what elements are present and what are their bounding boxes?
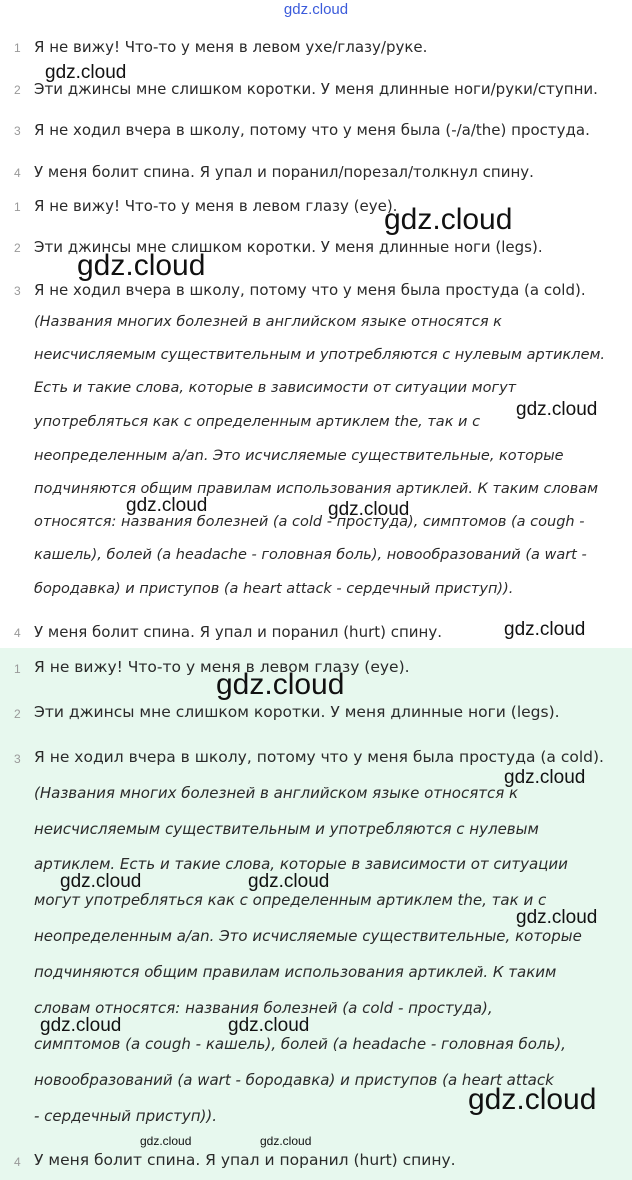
note-line: словам относятся: названия болезней (a cold - простуда), <box>34 999 493 1017</box>
item-text: Эти джинсы мне слишком коротки. У меня длинные ноги/руки/ступни. <box>34 80 598 98</box>
watermark: gdz.cloud <box>516 399 598 420</box>
watermark: gdz.cloud <box>248 871 330 892</box>
item-text: У меня болит спина. Я упал и поранил (hurt) спину. <box>34 1151 456 1169</box>
note-line: неопределенным a/an. Это исчисляемые существительные, которые <box>34 448 564 464</box>
watermark: gdz.cloud <box>468 1083 597 1116</box>
item-text: Я не ходил вчера в школу, потому что у меня была (-/a/the) простуда. <box>34 121 590 139</box>
watermark: gdz.cloud <box>328 499 410 520</box>
item-text: Эти джинсы мне слишком коротки. У меня длинные ноги (legs). <box>34 703 560 721</box>
item-number: 3 <box>14 124 21 138</box>
watermark: gdz.cloud <box>260 1134 312 1148</box>
watermark: gdz.cloud <box>504 619 586 640</box>
note-line: употребляться как с определенным артиклем the, так и с <box>34 414 481 430</box>
note-line: подчиняются общим правилам использования артиклей. К таким <box>34 963 557 981</box>
watermark: gdz.cloud <box>40 1015 122 1036</box>
item-text: Я не вижу! Что-то у меня в левом глазу (eye). <box>34 197 398 215</box>
item-text: Я не вижу! Что-то у меня в левом глазу (eye). <box>34 658 410 676</box>
item-number: 4 <box>14 626 21 640</box>
note-line: неопределенным a/an. Это исчисляемые существительные, которые <box>34 927 582 945</box>
note-line: неисчисляемым существительным и употребляются с нулевым <box>34 820 539 838</box>
watermark: gdz.cloud <box>384 203 513 236</box>
item-number: 1 <box>14 41 21 55</box>
note-line: относятся: названия болезней (a cold - простуда), симптомов (a cough - <box>34 514 585 530</box>
note-line: бородавка) и приступов (a heart attack - сердечный приступ)). <box>34 581 514 597</box>
item-text: Я не ходил вчера в школу, потому что у меня была простуда (a cold). <box>34 281 586 299</box>
watermark: gdz.cloud <box>216 668 345 701</box>
note-line: могут употребляться как с определенным артиклем the, так и с <box>34 891 547 909</box>
watermark: gdz.cloud <box>516 907 598 928</box>
item-number: 1 <box>14 200 21 214</box>
note-line: неисчисляемым существительным и употребляются с нулевым артиклем. <box>34 347 606 363</box>
item-text: У меня болит спина. Я упал и поранил (hurt) спину. <box>34 623 442 641</box>
item-number: 3 <box>14 284 21 298</box>
item-number: 3 <box>14 752 21 766</box>
item-number: 2 <box>14 83 21 97</box>
note-line: (Названия многих болезней в английском языке относятся к <box>34 314 502 330</box>
item-number: 2 <box>14 707 21 721</box>
note-line: Есть и такие слова, которые в зависимости от ситуации могут <box>34 380 517 396</box>
watermark: gdz.cloud <box>126 495 208 516</box>
note-line: подчиняются общим правилам использования артиклей. К таким словам <box>34 481 599 497</box>
item-text: Я не вижу! Что-то у меня в левом ухе/глазу/руке. <box>34 38 428 56</box>
item-number: 4 <box>14 166 21 180</box>
site-header-logo[interactable]: gdz.cloud <box>283 1 349 18</box>
note-line: артиклем. Есть и такие слова, которые в зависимости от ситуации <box>34 855 568 873</box>
watermark: gdz.cloud <box>228 1015 310 1036</box>
watermark: gdz.cloud <box>45 62 127 83</box>
watermark: gdz.cloud <box>504 767 586 788</box>
note-line: симптомов (a cough - кашель), болей (a headache - головная боль), <box>34 1035 566 1053</box>
note-line: новообразований (a wart - бородавка) и приступов (a heart attack <box>34 1071 554 1089</box>
item-text: У меня болит спина. Я упал и поранил/порезал/толкнул спину. <box>34 163 534 181</box>
item-text: Я не ходил вчера в школу, потому что у меня была простуда (a cold). <box>34 748 604 766</box>
item-number: 4 <box>14 1155 21 1169</box>
note-line: (Названия многих болезней в английском языке относятся к <box>34 784 519 802</box>
note-line: кашель), болей (a headache - головная боль), новообразований (a wart - <box>34 547 587 563</box>
item-text: Эти джинсы мне слишком коротки. У меня длинные ноги (legs). <box>34 238 543 256</box>
watermark: gdz.cloud <box>140 1134 192 1148</box>
item-number: 1 <box>14 662 21 676</box>
watermark: gdz.cloud <box>77 249 206 282</box>
watermark: gdz.cloud <box>60 871 142 892</box>
item-number: 2 <box>14 241 21 255</box>
note-line: - сердечный приступ)). <box>34 1107 218 1125</box>
